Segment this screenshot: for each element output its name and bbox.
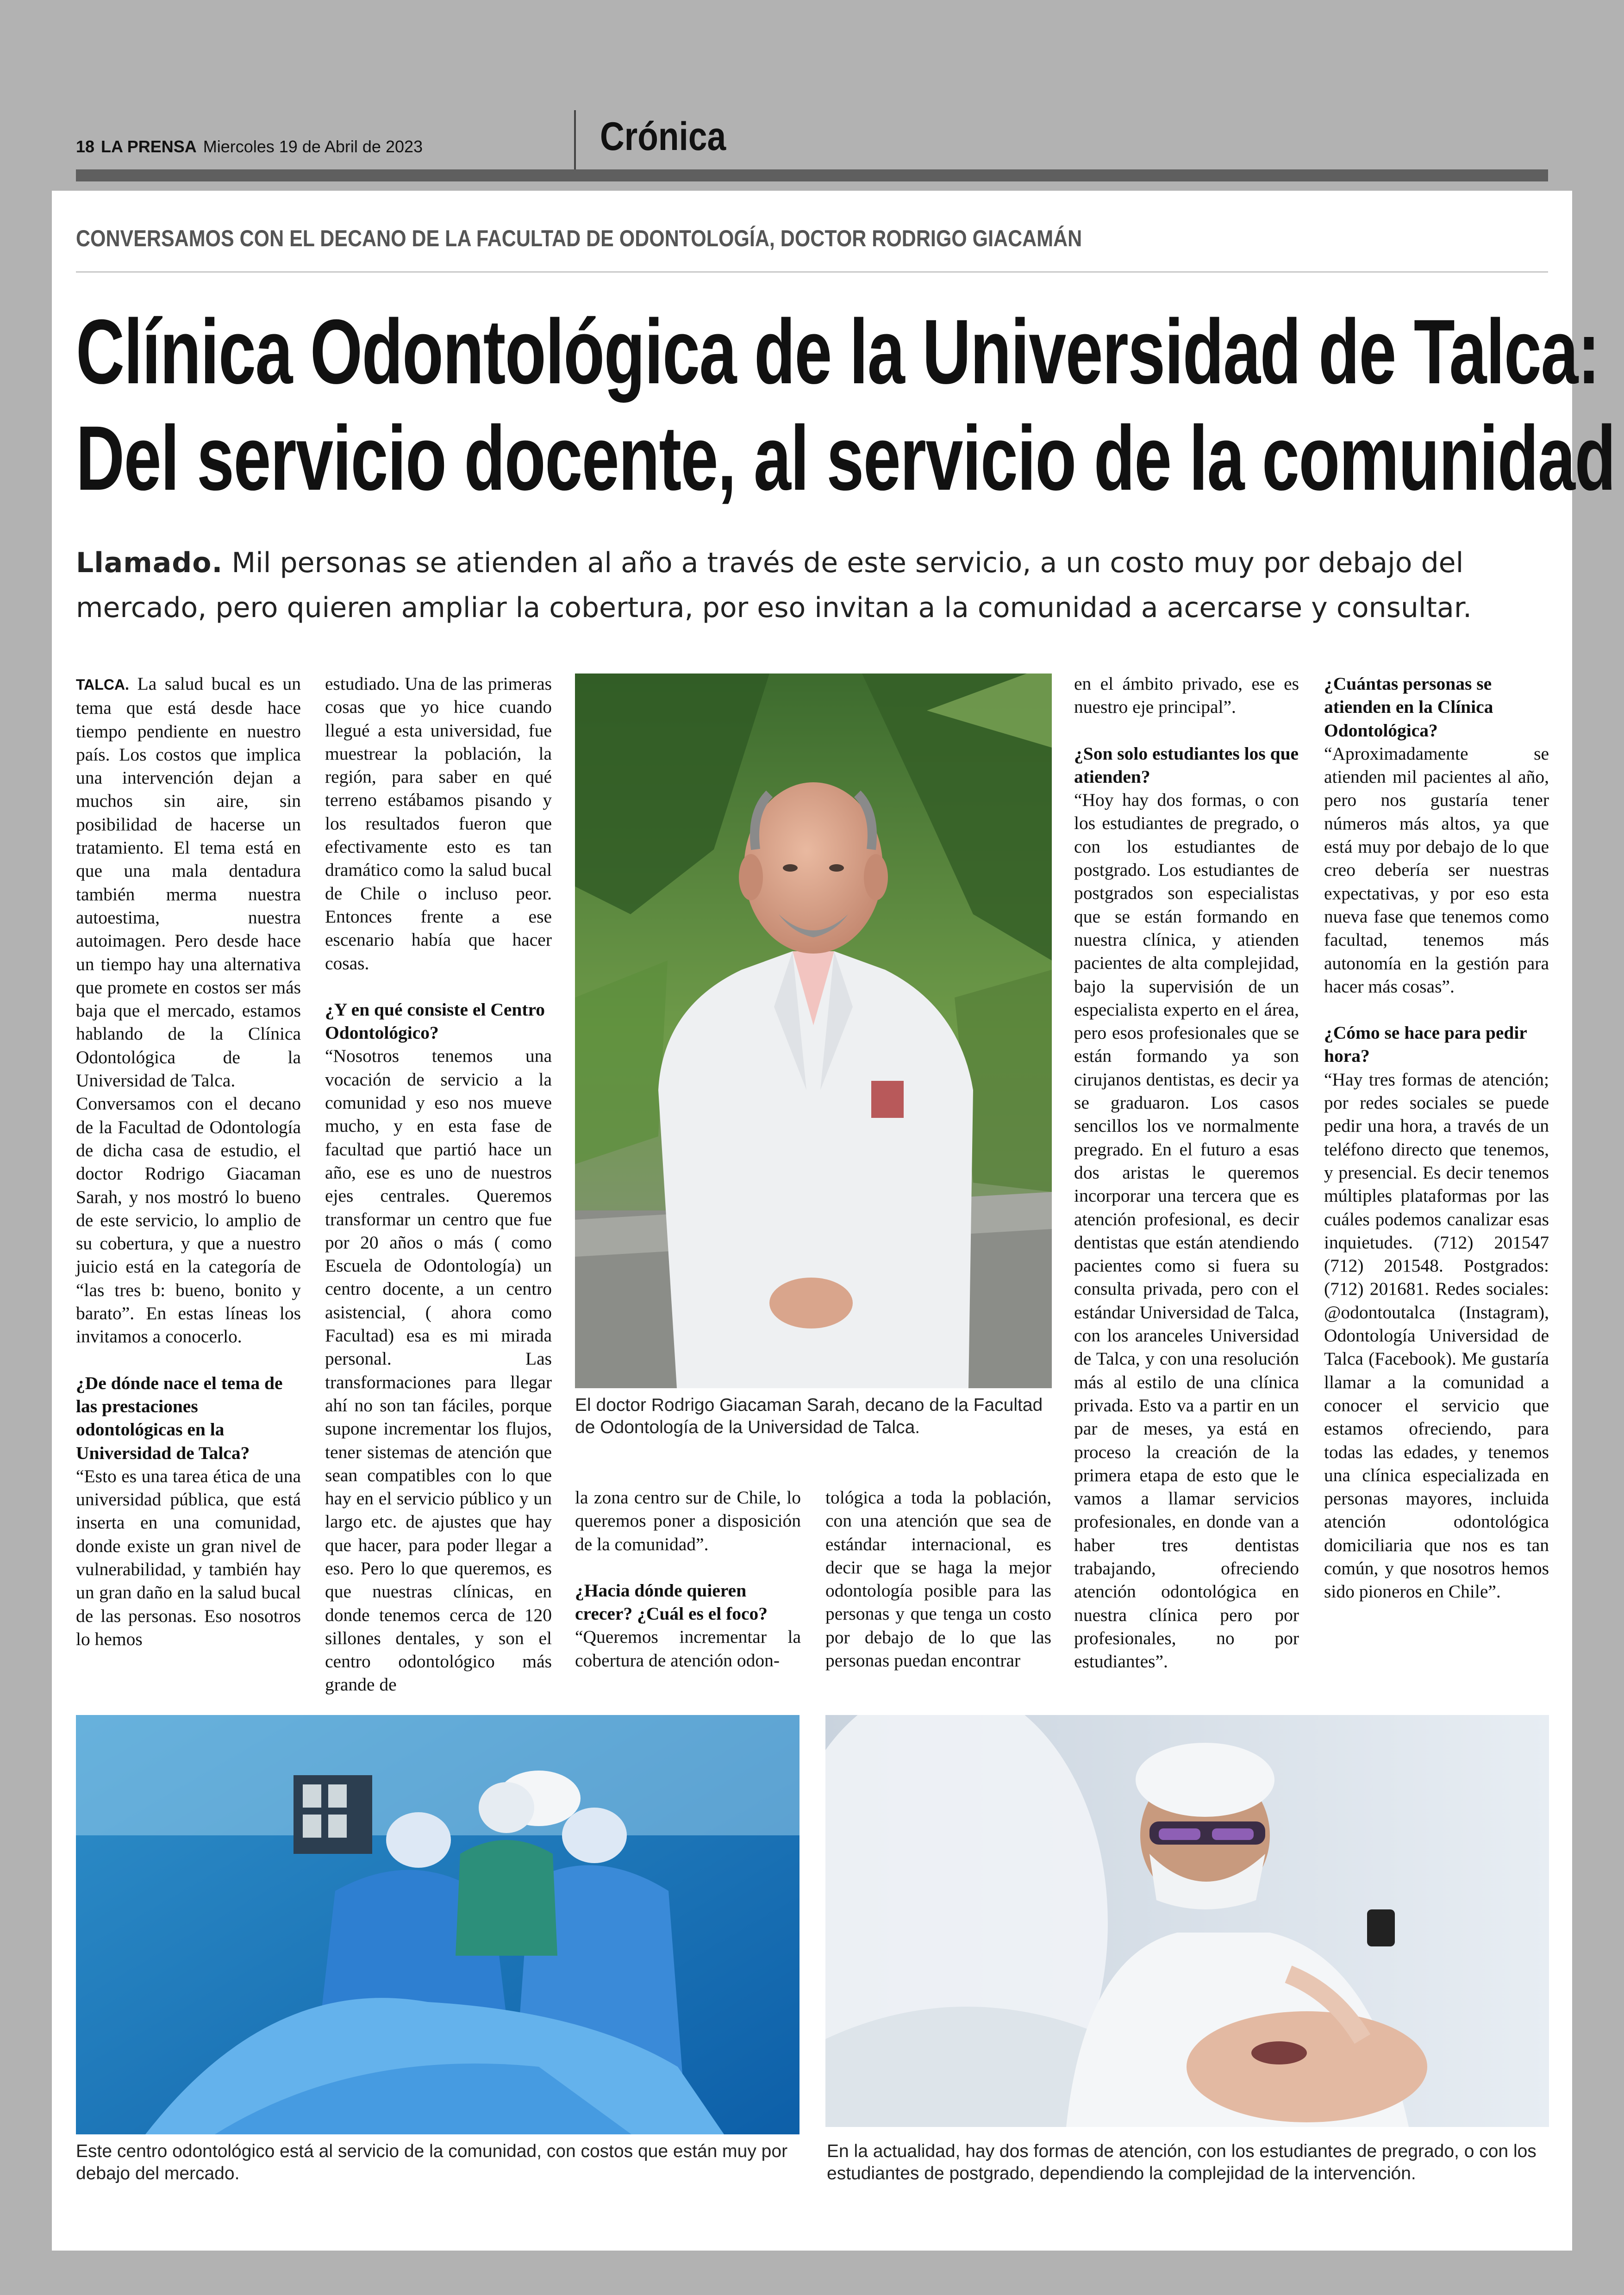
photo-surgery-team bbox=[76, 1715, 800, 2134]
interview-answer: “Nosotros tenemos una vocación de servicio a la comunidad y eso nos mueve mucho, y en esta fase de facultad que partió hace un año, ese es uno de nuestros ejes centrales. Queremos transformar un centro que fue por 20 años o más ( como Escuela de Odontología) un centro docente, a un centro asistencial, ( ahora como Facultad) esa es mi mirada personal. Las transformaciones para llegar ahí no son tan fáciles, porque supone incrementar los flujos, tener sistemas de atención que sean compatibles con lo que hay en el servicio público y un largo etc. de ajustes que hay que hacer, para poder llegar a eso. Pero lo que queremos, es que nuestras clínicas, en donde tenemos cerca de 120 sillones dentales, y son el centro odontológico más grande de bbox=[325, 1046, 552, 1695]
interview-question: ¿Cómo se hace para pedir hora? bbox=[1324, 1023, 1527, 1066]
interview-answer: “Hoy hay dos formas, o con los estudiantes de pregrado, o con los estudiantes de postgrado. Los estudiantes de postgrados son especialistas que se están formando en nuestra clínica, y atienden pacientes de alta complejidad, bajo la supervisión de un especialista experto en el área, pero esos profesionales que se están formando ya son cirujanos dentistas, es decir ya se graduaron. Los casos sencillos los ve normalmente pregrado. En el futuro a esas dos aristas le queremos incorporar una tercera que es atención profesional, es decir dentistas que están atendiendo pacientes como si fuera su consulta privada, pero con el estándar Universidad de Talca, con los aranceles Universidad de Talca, y con una resolución más al estilo de una clínica privada. Esto va a partir en un par de meses, ya está en proceso la creación de la primera etapa de esto que le vamos a llamar servicios profesionales, en donde van a haber tres dentistas trabajando, ofreciendo atención odontológica en nuestra clínica pero por profesionales, no por estudiantes”. bbox=[1074, 790, 1299, 1672]
photo-caption-main: El doctor Rodrigo Giacaman Sarah, decano de la Facultad de Odontología de la Universidad de Talca. bbox=[575, 1395, 1043, 1437]
page-header-meta bbox=[76, 137, 423, 156]
dateline: TALCA. bbox=[76, 676, 129, 693]
interview-question: ¿Cuántas personas se atienden en la Clínica Odontológica? bbox=[1324, 674, 1493, 741]
article-column-3b bbox=[825, 1486, 1051, 1672]
article-paragraph: tológica a toda la población, con una atención que sea de estándar internacional, es decir que se haga la mejor odontología posible para las personas y que tenga un costo por debajo de lo que las personas puedan encontrar bbox=[825, 1487, 1051, 1671]
article-column-5 bbox=[1324, 672, 1549, 1603]
section-title: Crónica bbox=[600, 114, 726, 159]
deck-text: Mil personas se atienden al año a través de este servicio, a un costo muy por debajo del mercado, pero quieren ampliar la cobertura, por eso invitan a la comunidad a acercarse y consultar. bbox=[76, 547, 1472, 624]
header-bar bbox=[76, 169, 1548, 181]
issue-date: Miercoles 19 de Abril de 2023 bbox=[203, 137, 423, 156]
interview-question: ¿Son solo estudiantes los que atienden? bbox=[1074, 743, 1299, 787]
interview-question: ¿De dónde nace el tema de las prestaciones odontológicas en la Universidad de Talca? bbox=[76, 1372, 283, 1463]
article-paragraph: en el ámbito privado, ese es nuestro eje principal”. bbox=[1074, 674, 1299, 717]
interview-answer: “Hay tres formas de atención; por redes sociales se puede pedir una hora, a través de un teléfono directo que tenemos, y presencial. Es decir tenemos múltiples plataformas por las cuáles podemos canalizar esas inquietudes. (712) 201547 (712) 201548. Postgrados: (712) 201681. Redes sociales: @odontoutalca (Instagram), Odontología Universidad de Talca (Facebook). Me gustaría llamar a la comunidad a conocer el servicio que estamos ofreciendo, para todas las edades, y tenemos una clínica especializada en personas mayores, incluida atención odontológica domiciliaria que nos es tan común, y que nosotros hemos sido pioneros en Chile”. bbox=[1324, 1069, 1549, 1602]
photo-dean-portrait bbox=[575, 674, 1052, 1388]
article-paragraph bbox=[76, 672, 301, 1092]
headline-line-1: Clínica Odontológica de la Universidad de Talca: bbox=[76, 300, 1599, 403]
kicker-rule bbox=[76, 271, 1548, 273]
article-column-1 bbox=[76, 672, 301, 1651]
article-paragraph: la zona centro sur de Chile, lo queremos poner a disposición de la comunidad”. bbox=[575, 1487, 801, 1554]
photo-dentist-treatment bbox=[825, 1715, 1549, 2127]
header-divider bbox=[574, 110, 576, 169]
portrait-illustration bbox=[575, 674, 1052, 1388]
interview-answer: “Aproximadamente se atienden mil pacientes al año, pero nos gustaría tener números más altos, ya que está muy por debajo de lo que creo debería ser nuestras expectativas, y por eso esta nueva fase que tenemos como facultad, tenemos más autonomía en la gestión para hacer más cosas”. bbox=[1324, 743, 1549, 997]
dentist-illustration bbox=[825, 1715, 1549, 2127]
photo-caption-surgery: Este centro odontológico está al servicio de la comunidad, con costos que están muy por debajo del mercado. bbox=[76, 2141, 788, 2183]
article-paragraph: estudiado. Una de las primeras cosas que yo hice cuando llegué a esta universidad, fue muestrear la población, la región, para saber en qué terreno estábamos pisando y los resultados fueron que efectivamente esto es tan dramático como la salud bucal de Chile o incluso peor. Entonces frente a ese escenario había que hacer cosas. bbox=[325, 674, 552, 973]
interview-answer: “Esto es una tarea ética de una universidad pública, que está inserta en una comunidad, donde existe un gran nivel de vulnerabilidad, y también hay un gran daño en la salud bucal de las personas. Eso nosotros lo hemos bbox=[76, 1466, 301, 1649]
page-number: 18 bbox=[76, 137, 95, 156]
paragraph-text: La salud bucal es un tema que está desde hace tiempo pendiente en nuestro país. Los costos que implica una intervención dejan a muchos sin aire, sin posibilidad de hacerse un tratamiento. El tema está en que una mala dentadura también merma nuestra autoestima, nuestra autoimagen. Pero desde hace un tiempo hay una alternativa que promete en costos ser más baja que el mercado, estamos hablando de la Clínica Odontológica de la Universidad de Talca. bbox=[76, 674, 301, 1091]
interview-question: ¿Y en qué consiste el Centro Odontológico? bbox=[325, 999, 545, 1043]
article-column-2 bbox=[325, 672, 552, 1696]
article-paragraph: Conversamos con el decano de la Facultad de Odontología de dicha casa de estudio, el doctor Rodrigo Giacaman Sarah, y nos mostró lo bueno de este servicio, lo amplio de su cobertura, y que a nuestro juicio está en la categoría de “las tres b: bueno, bonito y barato”. En estas líneas los invitamos a conocerlo. bbox=[76, 1093, 301, 1347]
deck-lead: Llamado. bbox=[76, 547, 223, 579]
surgery-illustration bbox=[76, 1715, 800, 2134]
deck bbox=[76, 541, 1557, 630]
photo-caption-dentist: En la actualidad, hay dos formas de atención, con los estudiantes de pregrado, o con los estudiantes de postgrado, dependiendo la complejidad de la intervención. bbox=[827, 2141, 1537, 2183]
headline-line-2: Del servicio docente, al servicio de la comunidad bbox=[76, 407, 1615, 509]
interview-answer: “Queremos incrementar la cobertura de atención odon- bbox=[575, 1627, 801, 1671]
article-column-3a bbox=[575, 1486, 801, 1672]
article-column-4 bbox=[1074, 672, 1299, 1673]
paper-name: LA PRENSA bbox=[101, 137, 197, 156]
interview-question: ¿Hacia dónde quieren crecer? ¿Cuál es el foco? bbox=[575, 1580, 768, 1624]
kicker: CONVERSAMOS CON EL DECANO DE LA FACULTAD DE ODONTOLOGÍA, DOCTOR RODRIGO GIACAMÁN bbox=[76, 225, 1082, 251]
